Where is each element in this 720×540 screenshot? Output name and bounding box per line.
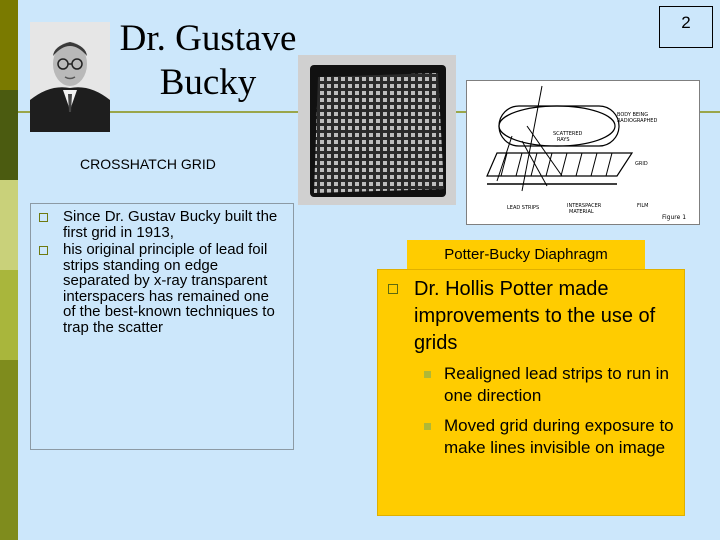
bucky-bullet-box: [30, 203, 294, 450]
diagram-label: RAYS: [557, 137, 570, 143]
sub-bullet-text: Moved grid during exposure to make lines invisible on image: [444, 416, 674, 457]
sidebar-block: [0, 0, 18, 90]
sub-bullet-text: Realigned lead strips to run in one direction: [444, 364, 669, 405]
bullet-list: [31, 204, 293, 335]
sidebar-stripe: [0, 0, 18, 540]
title-line: Dr. Gustave: [119, 18, 297, 59]
potter-bullet-box: [377, 269, 685, 516]
diagram-label: RADIOGRAPHED: [617, 118, 658, 124]
bullet-list: [378, 270, 684, 459]
diagram-label: SCATTERED: [553, 131, 583, 137]
diagram-label: GRID: [635, 161, 648, 167]
slide-number: 2: [659, 6, 713, 48]
diagram-label: FILM: [637, 203, 649, 209]
potter-bucky-label: Potter-Bucky Diaphragm: [407, 240, 645, 270]
diagram-label: INTERSPACER: [567, 203, 602, 209]
square-bullet-icon: [388, 284, 398, 294]
list-item: [444, 363, 678, 407]
sidebar-block: [0, 180, 18, 270]
square-bullet-icon: [39, 246, 48, 255]
list-item: [63, 209, 285, 240]
diagram-label: BODY BEING: [617, 112, 649, 118]
grid-caption: CROSSHATCH GRID: [80, 156, 216, 172]
diagram-label: Figure 1: [662, 214, 687, 221]
crosshatch-grid-photo: [298, 55, 456, 205]
bullet-text: his original principle of lead foil strips standing on edge separated by x-ray transparent interspacers has remained one of the best-known techniques to trap the scatter: [63, 241, 275, 336]
list-item: [444, 415, 678, 459]
diagram-label: MATERIAL: [569, 209, 594, 215]
diagram-label: LEAD STRIPS: [507, 205, 540, 211]
bullet-text: Dr. Hollis Potter made improvements to the use of grids: [414, 278, 656, 354]
sidebar-block: [0, 270, 18, 360]
list-item: [414, 276, 678, 459]
diagram-image: [467, 81, 701, 226]
sidebar-block: [0, 360, 18, 540]
list-item: [63, 242, 285, 335]
grid-image: [298, 55, 456, 205]
portrait-photo: [30, 22, 110, 132]
page-title: [108, 17, 308, 105]
square-bullet-icon: [39, 213, 48, 222]
sidebar-block: [0, 90, 18, 180]
bullet-text: Since Dr. Gustav Bucky built the first grid in 1913,: [63, 208, 278, 241]
sub-bullet-list: [414, 363, 678, 459]
grid-diagram: [466, 80, 700, 225]
filled-square-bullet-icon: [424, 423, 431, 430]
portrait-image: [30, 22, 110, 132]
filled-square-bullet-icon: [424, 371, 431, 378]
title-line: Bucky: [159, 62, 257, 103]
